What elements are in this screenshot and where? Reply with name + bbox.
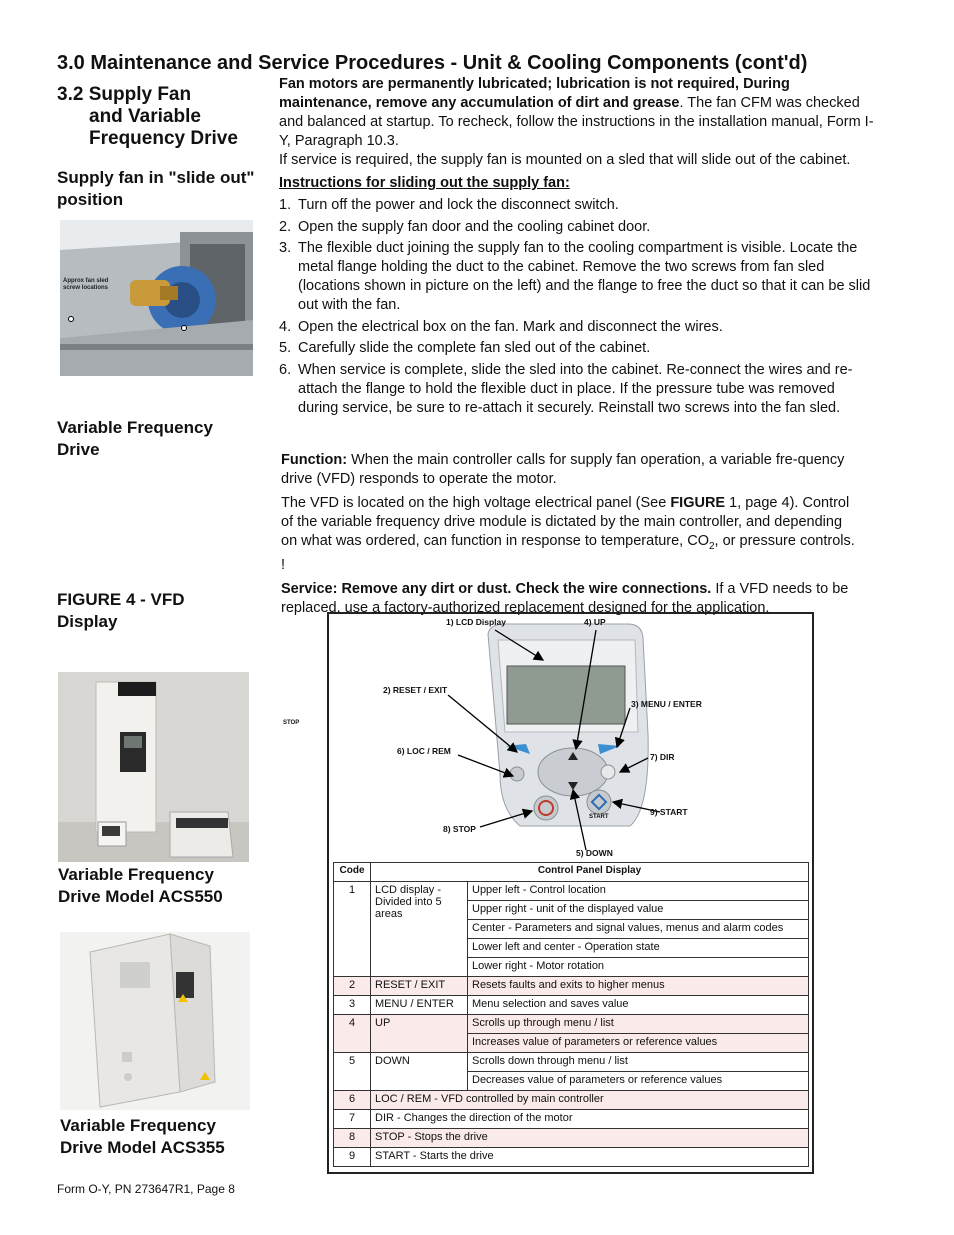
lcd-screen (507, 666, 625, 724)
table-row: 5 DOWN Scrolls down through menu / list (334, 1053, 809, 1072)
callout-reset-exit: 2) RESET / EXIT (383, 685, 448, 695)
page-title: 3.0 Maintenance and Service Procedures - Unit & Cooling Components (cont'd) (57, 52, 808, 74)
acs550-caption: Variable Frequency Drive Model ACS550 (58, 865, 223, 906)
section-title-line1: Supply Fan (88, 84, 192, 105)
acs355-caption: Variable Frequency Drive Model ACS355 (60, 1116, 225, 1157)
service-sled-paragraph: If service is required, the supply fan is mounted on a sled that will slide out of the cabinet. (279, 152, 851, 168)
vfd-keypad-diagram (330, 614, 812, 860)
step-item: 2. Open the supply fan door and the cooling cabinet door. (279, 218, 651, 235)
control-panel-table (333, 862, 809, 1167)
instructions-heading: Instructions for sliding out the supply fan: (279, 175, 570, 191)
function-paragraph (281, 451, 861, 489)
table-row: Lower right - Motor rotation (334, 958, 809, 977)
vfd-location-paragraph: The VFD is located on the high voltage electrical panel (See FIGURE 1, page 4). Control of the variable frequency drive module is dictated by the main controller, and depending on what was ordered, can function in response to temperature, $CO_2$, or pressure controls. ! (281, 495, 855, 573)
table-row: Center - Parameters and signal values, menus and alarm codes (334, 920, 809, 939)
vfd-body-text (281, 451, 861, 618)
table-row: Upper right - unit of the displayed value (334, 901, 809, 920)
page-footer: Form O-Y, PN 273647R1, Page 8 (57, 1182, 235, 1196)
function-text: When the main controller calls for supply fan operation, a variable fre-quency drive (VFD) responds to operate the motor. (281, 452, 845, 487)
service-text: If a VFD needs to be replaced, use a factory-authorized replacement designed for the application. (281, 580, 849, 616)
step-item: 5. Carefully slide the complete fan sled out of the cabinet. (279, 340, 651, 356)
table-row: 8 STOP - Stops the drive (334, 1129, 809, 1148)
section-heading (57, 84, 238, 150)
callout-stop: 8) STOP (443, 824, 476, 834)
fan-intro-paragraph (279, 75, 879, 151)
callout-up: 4) UP (584, 617, 606, 627)
section-number: 3.2 (57, 84, 84, 105)
section-title-line2: and Variable (89, 106, 201, 127)
table-row: 3 MENU / ENTER Menu selection and saves value (334, 996, 809, 1015)
dir-key (601, 765, 615, 779)
callout-menu-enter: 3) MENU / ENTER (631, 699, 702, 709)
table-row: Increases value of parameters or reference values (334, 1034, 809, 1053)
supply-fan-photo (60, 220, 253, 376)
step-item: 6. When service is complete, slide the sled into the cabinet. Re-connect the wires and re-attach the flange to hold the flexible duct in place. If the pressure tube was removed during service, be sure to re-attach it securely. Reinstall two screws into the fan sled. (279, 361, 853, 416)
function-label: Function: (281, 452, 348, 468)
callout-dir: 7) DIR (650, 752, 675, 762)
slide-out-caption: Supply fan in "slide out" position (57, 168, 255, 209)
loc-rem-key (510, 767, 524, 781)
table-row: 2 RESET / EXIT Resets faults and exits to higher menus (334, 977, 809, 996)
callout-start: 9) START (650, 807, 688, 817)
keypad-stop-text: STOP (283, 720, 300, 726)
vfd-caption: Variable Frequency Drive (57, 418, 213, 459)
callout-lcd-display: 1) LCD Display (446, 617, 506, 627)
table-row: 7 DIR - Changes the direction of the motor (334, 1110, 809, 1129)
table-row: 1 LCD display - Divided into 5 areas Upper left - Control location (334, 882, 809, 901)
service-label: Service: Remove any dirt or dust. Check the wire connections. (281, 580, 712, 597)
table-row: 9 START - Starts the drive (334, 1148, 809, 1167)
section-title-line3: Frequency Drive (89, 128, 238, 149)
figure-4-caption: FIGURE 4 - VFD Display (57, 590, 185, 631)
step-item: 4. Open the electrical box on the fan. Mark and disconnect the wires. (279, 318, 723, 335)
stop-key (534, 796, 558, 820)
table-header-display: Control Panel Display (371, 863, 809, 882)
instruction-steps (279, 196, 879, 418)
table-header-code: Code (334, 863, 371, 882)
callout-loc-rem: 6) LOC / REM (397, 746, 451, 756)
fan-intro-rest: . The fan CFM was checked and balanced at startup. To recheck, follow the instructions in the installation manual, Form I-Y, Paragraph 10.3. (279, 95, 874, 149)
table-row: 4 UP Scrolls up through menu / list (334, 1015, 809, 1034)
table-row: Decreases value of parameters or reference values (334, 1072, 809, 1091)
table-header-row (334, 863, 809, 882)
acs550-photo (58, 672, 249, 862)
screw-location-label: Approx fan sled screw locations (63, 278, 109, 291)
body-text (279, 75, 879, 420)
table-row: 6 LOC / REM - VFD controlled by main controller (334, 1091, 809, 1110)
step-item: 1. Turn off the power and lock the disconnect switch. (279, 197, 619, 213)
fan-intro-bold: Fan motors are permanently lubricated; lubrication is not required, During maintenance, remove any accumulation of dirt and grease (279, 76, 790, 111)
table-row: Lower left and center - Operation state (334, 939, 809, 958)
acs355-photo (60, 932, 250, 1110)
callout-down: 5) DOWN (576, 848, 613, 858)
step-item: 3. The flexible duct joining the supply fan to the cooling compartment is visible. Locate the metal flange holding the duct to the cabinet. Remove the two screws from fan sled (locations shown in picture on the left) and the flange to free the duct so that it can be slid out with the fan. (279, 240, 871, 313)
keypad-start-text: START (589, 814, 609, 820)
